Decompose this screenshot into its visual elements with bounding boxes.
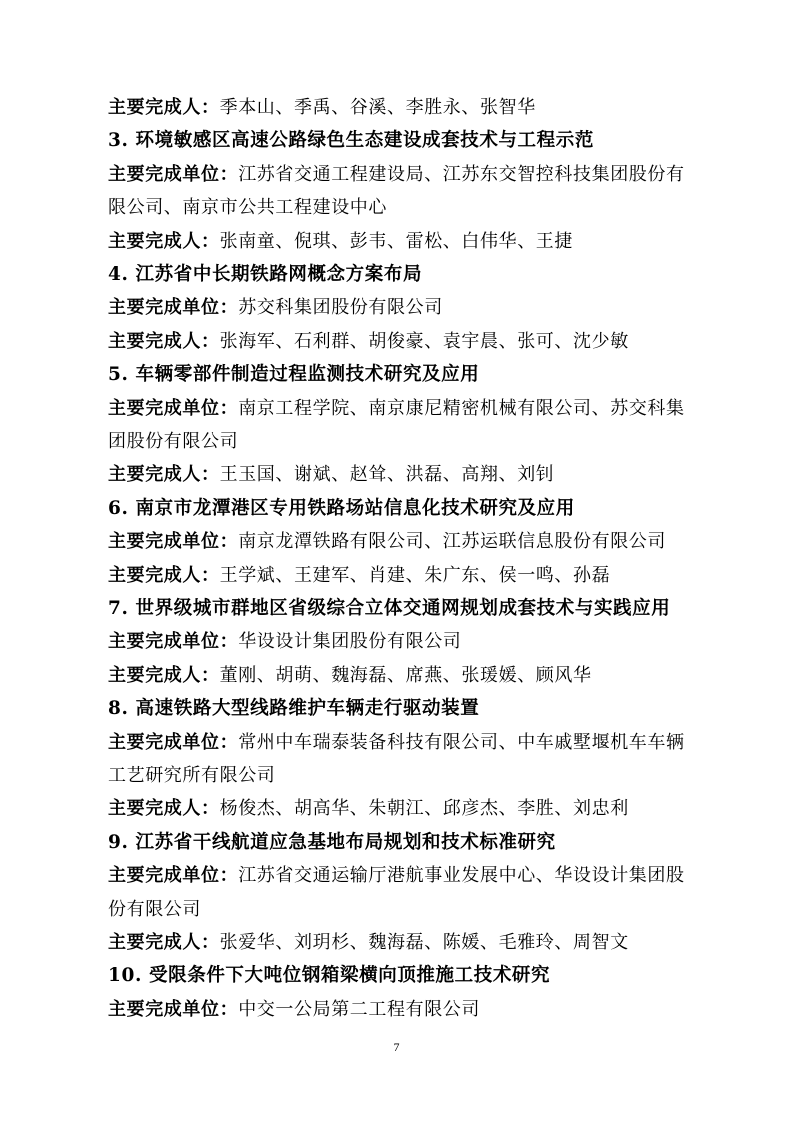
info-line (108, 231, 573, 253)
info-line (108, 565, 610, 587)
info-line (108, 999, 480, 1021)
field-value: 中交一公局第二工程有限公司 (238, 998, 481, 1020)
section-heading: 7. 世界级城市群地区省级综合立体交通网规划成套技术与实践应用 (108, 598, 671, 619)
field-value: 常州中车瑞泰装备科技有限公司、中车戚墅堰机车车辆 (238, 731, 685, 753)
field-value: 张海军、石利群、胡俊豪、袁宇晨、张可、沈少敏 (219, 330, 629, 352)
field-value: 苏交科集团股份有限公司 (238, 297, 443, 319)
field-value: 董刚、胡萌、魏海磊、席燕、张瑗媛、顾风华 (219, 664, 592, 686)
info-line (108, 932, 629, 954)
field-value: 张爱华、刘玥杉、魏海磊、陈媛、毛雅玲、周智文 (219, 932, 629, 953)
info-line-continuation (108, 197, 387, 219)
info-line (108, 398, 685, 420)
field-label: 主要完成人： (108, 798, 220, 820)
field-label: 主要完成单位： (108, 163, 239, 185)
field-value: 杨俊杰、胡高华、朱朝江、邱彦杰、李胜、刘忠利 (219, 798, 629, 820)
info-line-continuation (108, 765, 275, 787)
field-value: 王学斌、王建军、肖建、朱广东、侯一鸣、孙磊 (219, 564, 611, 586)
field-label: 主要完成人： (108, 932, 220, 953)
field-label: 主要完成单位： (108, 998, 239, 1020)
section-heading: 4. 江苏省中长期铁路网概念方案布局 (108, 264, 423, 285)
field-value: 王玉国、谢斌、赵耸、洪磊、高翔、刘钊 (219, 464, 555, 486)
info-line (108, 97, 536, 119)
info-line (108, 331, 629, 353)
field-label: 主要完成人： (108, 97, 220, 118)
field-label: 主要完成单位： (108, 865, 239, 887)
info-line (108, 631, 461, 653)
section-heading: 9. 江苏省干线航道应急基地布局规划和技术标准研究 (108, 831, 556, 853)
info-line (108, 531, 666, 553)
section-heading: 6. 南京市龙潭港区专用铁路场站信息化技术研究及应用 (108, 497, 575, 519)
field-value: 工艺研究所有限公司 (108, 765, 276, 786)
field-value: 华设设计集团股份有限公司 (238, 631, 462, 653)
field-label: 主要完成人： (108, 230, 220, 252)
field-label: 主要完成人： (108, 564, 220, 586)
field-label: 主要完成单位： (108, 397, 239, 419)
field-value: 季本山、季禹、谷溪、李胜永、张智华 (219, 97, 536, 118)
field-label: 主要完成单位： (108, 297, 239, 319)
info-line (108, 798, 629, 820)
field-value: 限公司、南京市公共工程建设中心 (108, 197, 387, 219)
field-value: 南京龙潭铁路有限公司、江苏运联信息股份有限公司 (238, 531, 667, 553)
section-heading: 8. 高速铁路大型线路维护车辆走行驱动装置 (108, 698, 480, 720)
field-value: 张南童、倪琪、彭韦、雷松、白伟华、王捷 (219, 230, 574, 252)
field-value: 江苏省交通工程建设局、江苏东交智控科技集团股份有 (238, 163, 685, 185)
field-label: 主要完成单位： (108, 531, 239, 553)
info-line (108, 865, 685, 887)
info-line-continuation (108, 899, 201, 921)
info-line (108, 164, 685, 186)
info-line (108, 665, 592, 687)
section-heading: 3. 环境敏感区高速公路绿色生态建设成套技术与工程示范 (108, 130, 594, 152)
section-heading: 5. 车辆零部件制造过程监测技术研究及应用 (108, 364, 480, 386)
info-line-continuation (108, 431, 238, 453)
field-label: 主要完成人： (108, 464, 220, 486)
info-line (108, 464, 554, 486)
info-line (108, 297, 443, 319)
section-heading: 10. 受限条件下大吨位钢箱梁横向顶推施工技术研究 (108, 965, 551, 987)
field-label: 主要完成人： (108, 664, 220, 686)
field-label: 主要完成人： (108, 330, 220, 352)
field-value: 江苏省交通运输厅港航事业发展中心、华设设计集团股 (238, 865, 685, 887)
field-value: 南京工程学院、南京康尼精密机械有限公司、苏交科集 (238, 397, 685, 419)
field-label: 主要完成单位： (108, 631, 239, 653)
info-line (108, 732, 685, 754)
field-value: 团股份有限公司 (108, 431, 239, 452)
field-value: 份有限公司 (108, 898, 201, 920)
page-number: 7 (393, 1040, 400, 1054)
field-label: 主要完成单位： (108, 731, 239, 753)
